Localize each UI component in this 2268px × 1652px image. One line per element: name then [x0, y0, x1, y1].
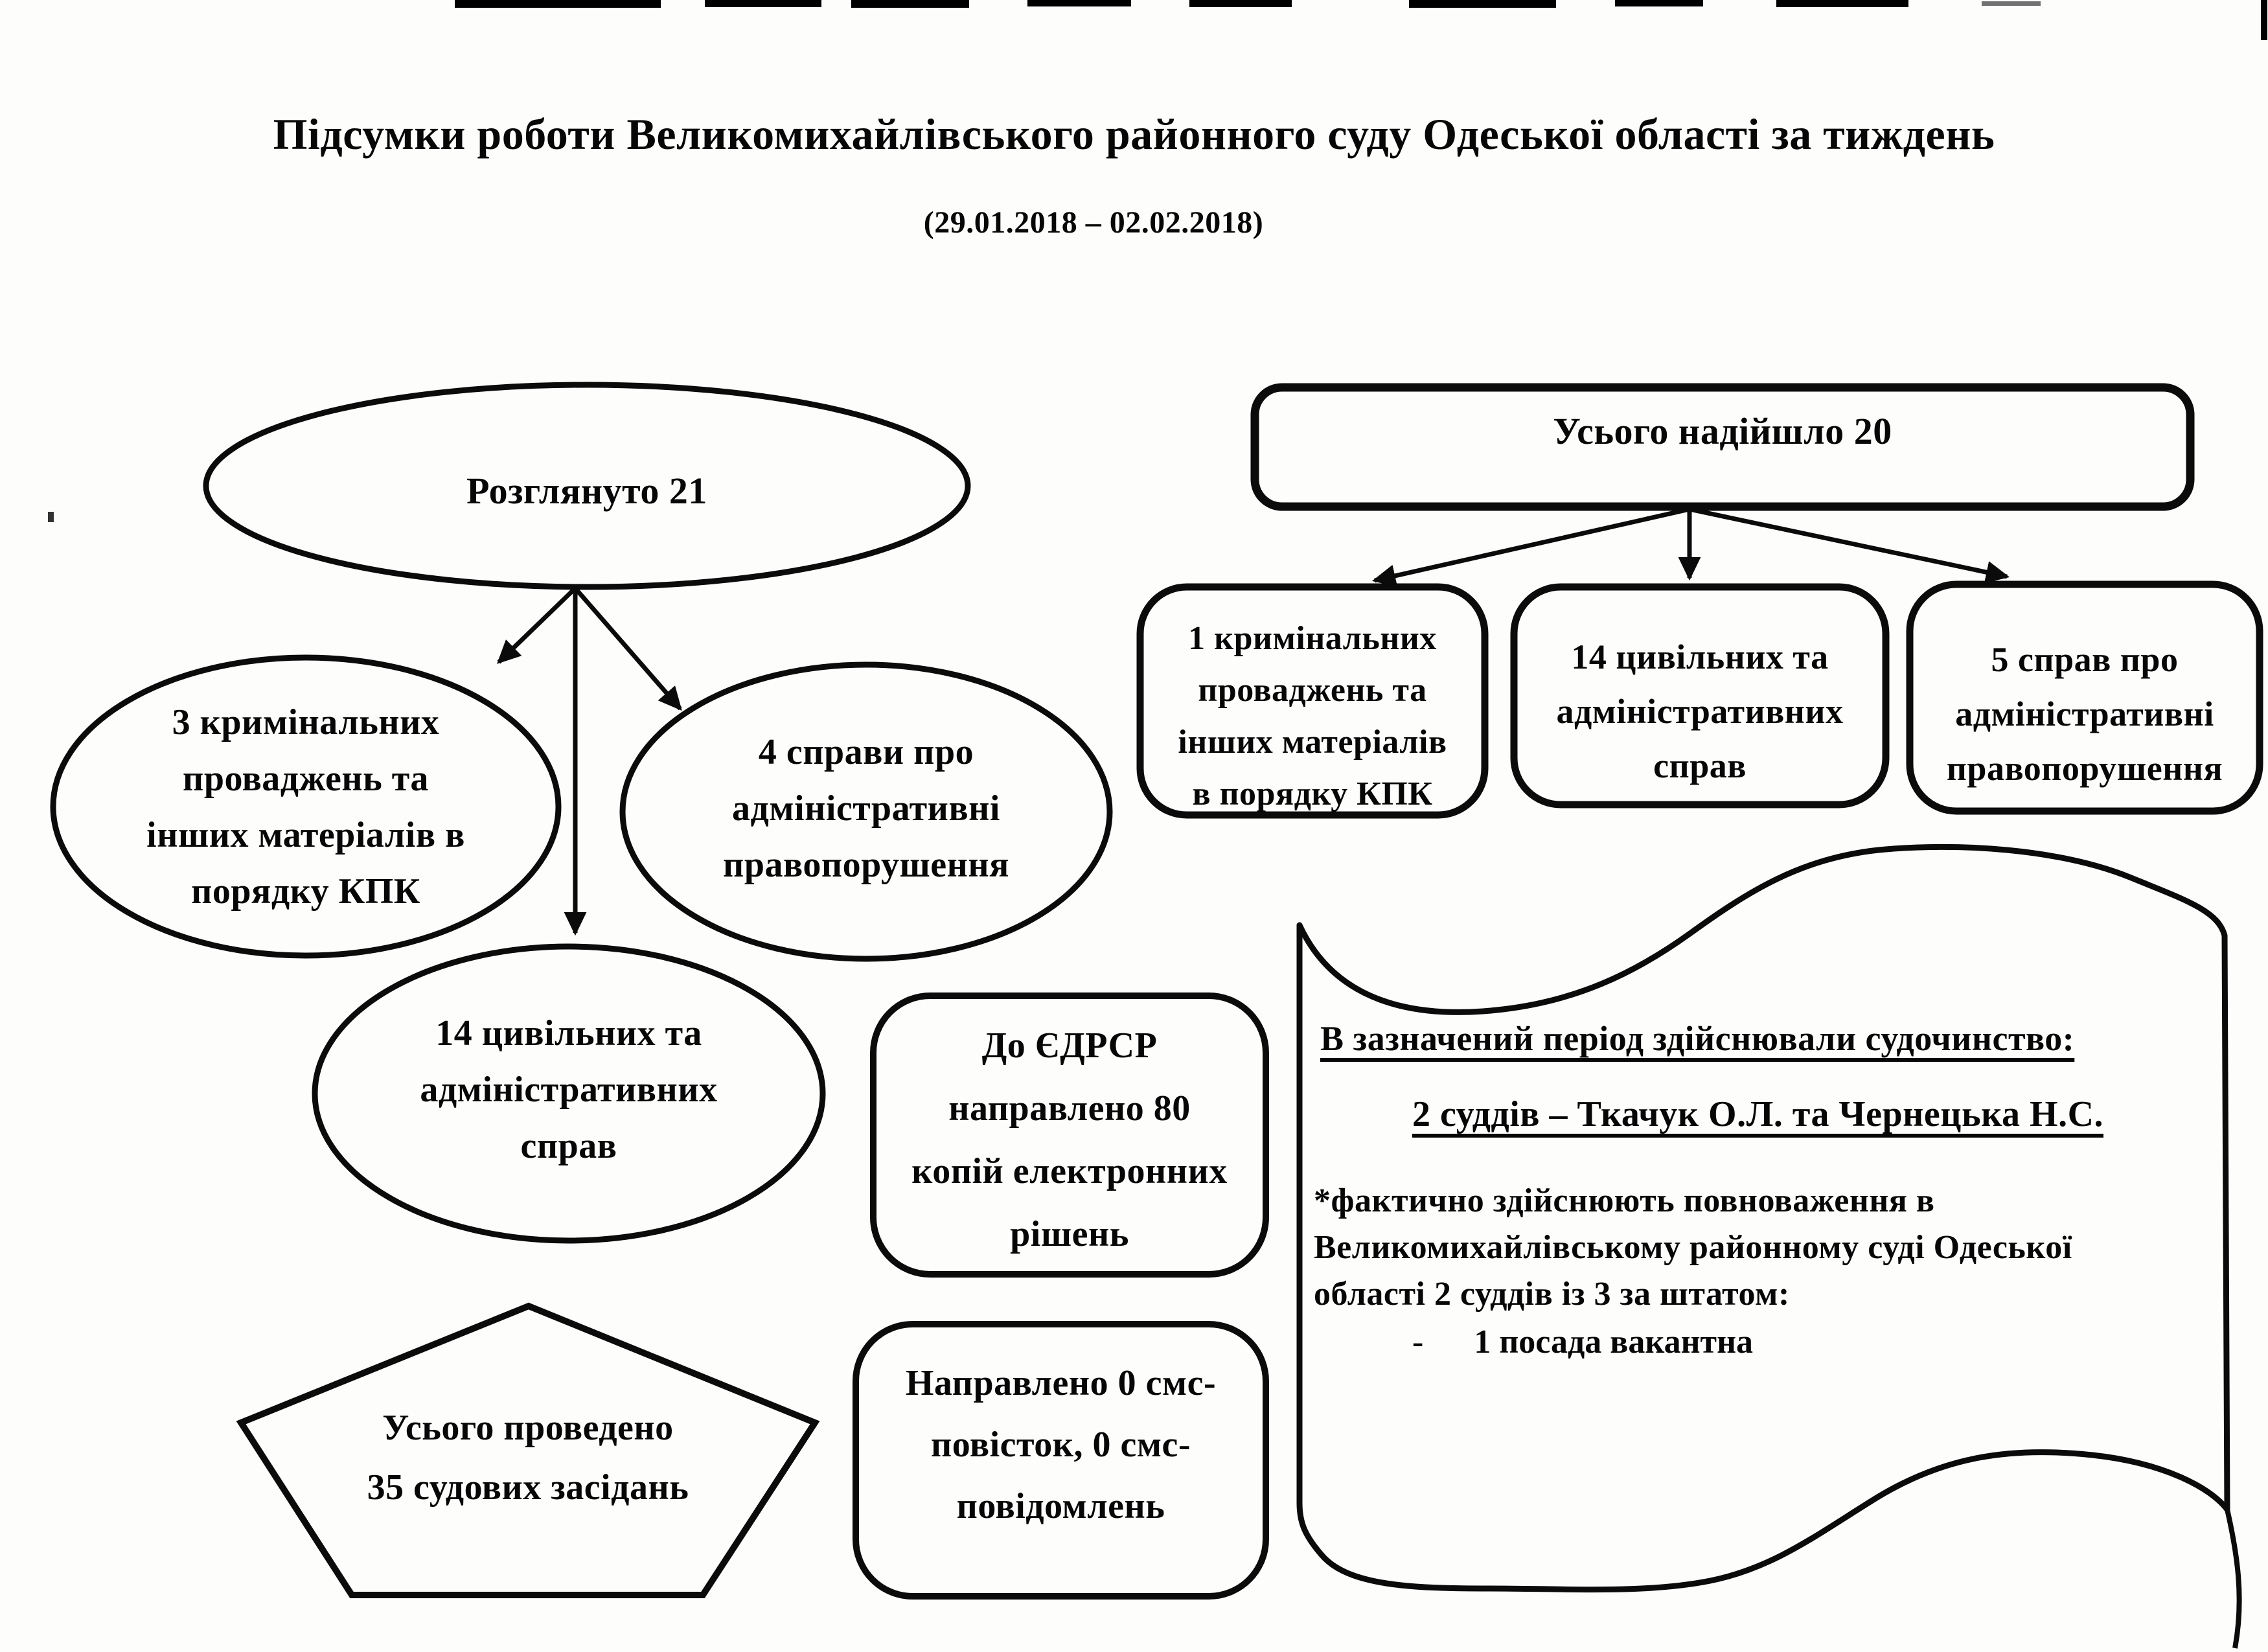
text-line: проваджень та	[183, 759, 429, 799]
text-line: копій електронних	[911, 1151, 1228, 1191]
text-line: 35 судових засідань	[367, 1467, 689, 1508]
text-line: 1 кримінальних	[1188, 620, 1437, 657]
text-line: 5 справ про	[1991, 640, 2179, 679]
considered-civil-admin-label	[323, 1005, 815, 1175]
text-line: в порядку КПК	[1192, 775, 1433, 812]
text-line: адміністративних	[420, 1070, 718, 1110]
text-line: правопорушення	[723, 845, 1009, 885]
text-line: 4 справи про	[758, 732, 974, 772]
text-line: інших матеріалів	[1178, 724, 1447, 761]
text-line: 3 кримінальних	[172, 702, 440, 742]
text-line: повідомлень	[956, 1486, 1165, 1526]
text-line: адміністративних	[1556, 692, 1844, 731]
text-line: справ	[1653, 746, 1747, 785]
text-line: області 2 суддів із 3 за штатом:	[1314, 1276, 1790, 1313]
considered-admin-offenses-label	[620, 724, 1112, 893]
arrow-received-to-criminal	[1375, 509, 1690, 580]
received-civil-admin-label	[1527, 630, 1873, 793]
judiciary-wave-banner-tail	[2227, 1509, 2239, 1648]
text-line: справ	[520, 1126, 617, 1166]
text-line: повісток, 0 смс-	[930, 1425, 1191, 1465]
sms-label	[869, 1353, 1253, 1537]
text-line: 14 цивільних та	[435, 1013, 702, 1053]
received-total-label: Усього надійшло 20	[1553, 410, 1892, 452]
text-line: адміністративні	[1955, 694, 2214, 733]
list-dash: -	[1412, 1324, 1424, 1360]
considered-criminal-label	[60, 694, 552, 920]
text-line: Направлено 0 смс-	[905, 1363, 1217, 1403]
text-line: порядку КПК	[191, 871, 420, 912]
judiciary-heading: В зазначений період здійснювали судочинство:	[1320, 1019, 2075, 1058]
text-line: *фактично здійснюють повноваження в	[1314, 1182, 1935, 1219]
page-title: Підсумки роботи Великомихайлівського районного суду Одеської області за тиждень	[273, 109, 1995, 159]
considered-total-label: Розглянуто 21	[466, 470, 707, 512]
arrow-considered-to-admin-offenses	[575, 588, 680, 709]
hearings-label	[269, 1398, 787, 1517]
text-line: проваджень та	[1198, 672, 1427, 709]
judiciary-vacancy-item	[1412, 1323, 1753, 1361]
text-line: правопорушення	[1946, 749, 2223, 788]
page-subtitle: (29.01.2018 – 02.02.2018)	[923, 205, 1264, 240]
arrow-considered-to-criminal	[499, 588, 575, 662]
judiciary-vacancy-text: 1 посада вакантна	[1474, 1324, 1754, 1360]
text-line: До ЄДРСР	[981, 1026, 1158, 1066]
judiciary-note	[1314, 1178, 2072, 1318]
text-line: Великомихайлівському районному суді Одеської	[1314, 1229, 2072, 1266]
edrsr-label	[886, 1015, 1253, 1266]
text-line: 14 цивільних та	[1571, 637, 1829, 676]
received-admin-offenses-label	[1923, 632, 2247, 796]
text-line: інших матеріалів в	[146, 815, 465, 855]
judiciary-judges: 2 суддів – Ткачук О.Л. та Чернецька Н.С.	[1412, 1094, 2104, 1134]
arrow-received-to-admin-offenses	[1690, 509, 2007, 577]
received-criminal-label	[1153, 613, 1472, 820]
text-line: Усього проведено	[382, 1408, 674, 1448]
text-line: рішень	[1010, 1214, 1129, 1254]
text-line: адміністративні	[732, 788, 1000, 829]
text-line: направлено 80	[948, 1088, 1191, 1129]
